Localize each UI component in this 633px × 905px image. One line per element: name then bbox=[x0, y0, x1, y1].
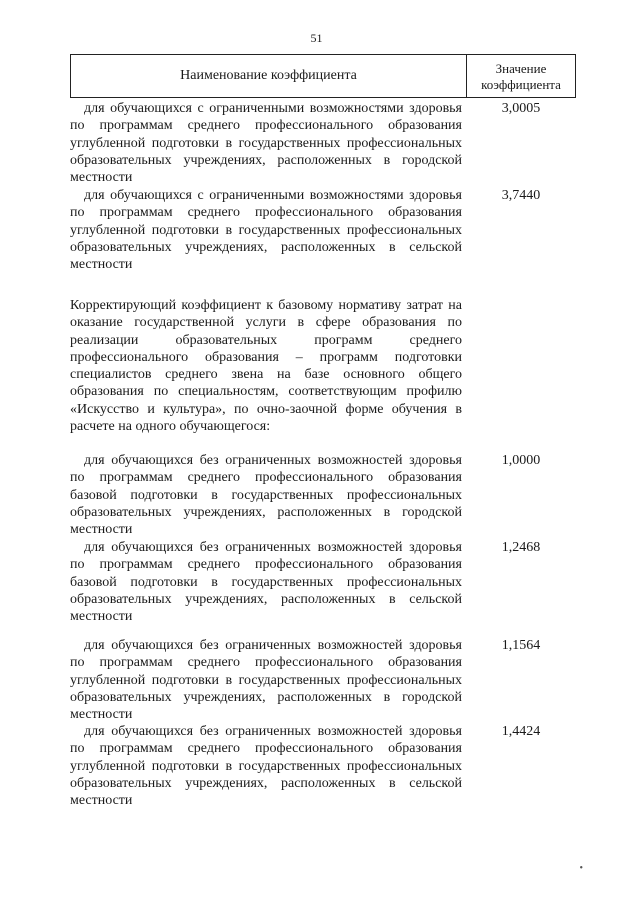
row-value: 1,2468 bbox=[501, 540, 541, 555]
row-text: для обучающихся без ограниченных возможностей здоровья по программам среднего профессионального образования базовой подготовки в государственных профессиональных образовательных учреждениях, расположенных в городской местности bbox=[70, 453, 462, 538]
table-row bbox=[70, 452, 576, 538]
row-value: 1,4424 bbox=[501, 724, 541, 739]
row-value: 3,7440 bbox=[501, 188, 541, 203]
row-text: для обучающихся без ограниченных возможностей здоровья по программам среднего профессионального образования углубленной подготовки в государственных профессиональных образовательных учреждениях, расположенных в сельской местности bbox=[70, 724, 462, 809]
row-value: 1,1564 bbox=[501, 638, 541, 653]
table-row bbox=[70, 637, 576, 723]
table-row bbox=[70, 187, 576, 273]
table-row bbox=[70, 539, 576, 625]
scan-mark: • bbox=[579, 863, 583, 874]
row-text: для обучающихся с ограниченными возможностями здоровья по программам среднего профессионального образования углубленной подготовки в государственных профессиональных образовательных учреждениях, расположенных в сельской местности bbox=[70, 188, 462, 273]
header-name-column: Наименование коэффициента bbox=[71, 55, 467, 97]
row-text: для обучающихся без ограниченных возможностей здоровья по программам среднего профессионального образования углубленной подготовки в государственных профессиональных образовательных учреждениях, расположенных в городской местности bbox=[70, 638, 462, 723]
row-value: 1,0000 bbox=[501, 453, 541, 468]
table-row bbox=[70, 100, 576, 186]
header-value-line2: коэффициента bbox=[481, 77, 561, 92]
row-text: для обучающихся без ограниченных возможностей здоровья по программам среднего профессионального образования базовой подготовки в государственных профессиональных образовательных учреждениях, расположенных в сельской местности bbox=[70, 540, 462, 625]
page-number: 51 bbox=[310, 31, 323, 45]
table-row bbox=[70, 723, 576, 809]
intro-paragraph: Корректирующий коэффициент к базовому нормативу затрат на оказание государственной услуги в сфере образования по реализации образовательных программ среднего профессионального образования – программ подготовки специалистов среднего звена на базе основного общего образования по специальностям, соответствующим профилю «Искусство и культура», по очно-заочной форме обучения в расчете на одного обучающегося: bbox=[70, 298, 462, 435]
header-value-column bbox=[467, 55, 575, 97]
row-text: для обучающихся с ограниченными возможностями здоровья по программам среднего профессионального образования углубленной подготовки в государственных профессиональных образовательных учреждениях, расположенных в городской местности bbox=[70, 101, 462, 186]
header-value-line1: Значение bbox=[495, 61, 547, 76]
table-header bbox=[70, 54, 576, 98]
row-value: 3,0005 bbox=[501, 101, 541, 116]
